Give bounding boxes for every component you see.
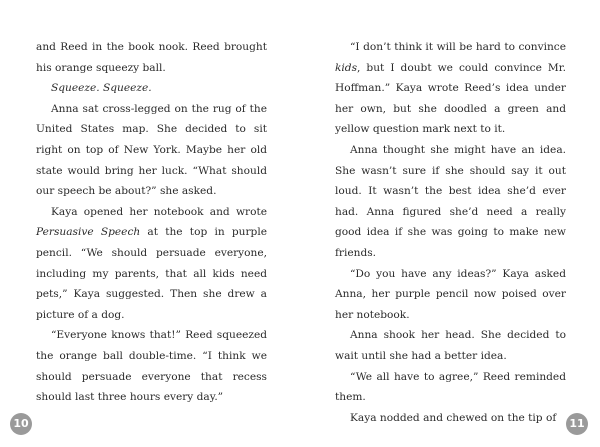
paragraph: Anna shook her head. She decided to wait until she had a better idea.	[335, 329, 566, 362]
emphasis-text: kids	[335, 61, 358, 74]
page-number-left: 10	[10, 413, 32, 435]
text-run: “I don’t think it will be hard to convince	[350, 41, 566, 53]
paragraph: Anna sat cross-legged on the rug of the United States map. She decided to sit right on top of New York. Maybe her old state would bring her luck. “What should our speech be about?” she asked.	[36, 102, 267, 198]
page-number-right: 11	[566, 413, 588, 435]
paragraph: Anna thought she might have an idea. She wasn’t sure if she should say it out loud. It wasn’t the best idea she’d ever had. Anna figured she’d need a really good idea if she was going to make new friends.	[335, 143, 566, 259]
paragraph: and Reed in the book nook. Reed brought his orange squeezy ball.	[36, 41, 267, 74]
text-run: at the top in purple pencil. “We should persuade everyone, including my parents, that all kids need pets,” Kaya suggested. Then she drew a picture of a dog.	[36, 226, 267, 321]
text-run: , but I doubt we could convince Mr. Hoffman.” Kaya wrote Reed’s idea under her own, but she doodled a green and yellow question mark next to it.	[335, 61, 566, 136]
right-page	[335, 37, 566, 428]
left-page	[36, 37, 267, 408]
paragraph: “Everyone knows that!” Reed squeezed the orange ball double-time. “I think we should persuade everyone that recess should last three hours every day.”	[36, 329, 267, 404]
paragraph: “We all have to agree,” Reed reminded them.	[335, 370, 566, 404]
emphasis-text: Squeeze. Squeeze.	[51, 82, 152, 95]
paragraph-kaya	[36, 202, 267, 326]
paragraph: Kaya nodded and chewed on the tip of	[350, 411, 557, 424]
text-run: Kaya opened her notebook and wrote	[51, 205, 267, 218]
emphasis-text: Persuasive Speech	[36, 226, 141, 239]
paragraph-first	[335, 37, 566, 140]
paragraph: “Do you have any ideas?” Kaya asked Anna, her purple pencil now poised over her notebook.	[335, 267, 566, 321]
paragraph-squeeze	[36, 78, 267, 99]
